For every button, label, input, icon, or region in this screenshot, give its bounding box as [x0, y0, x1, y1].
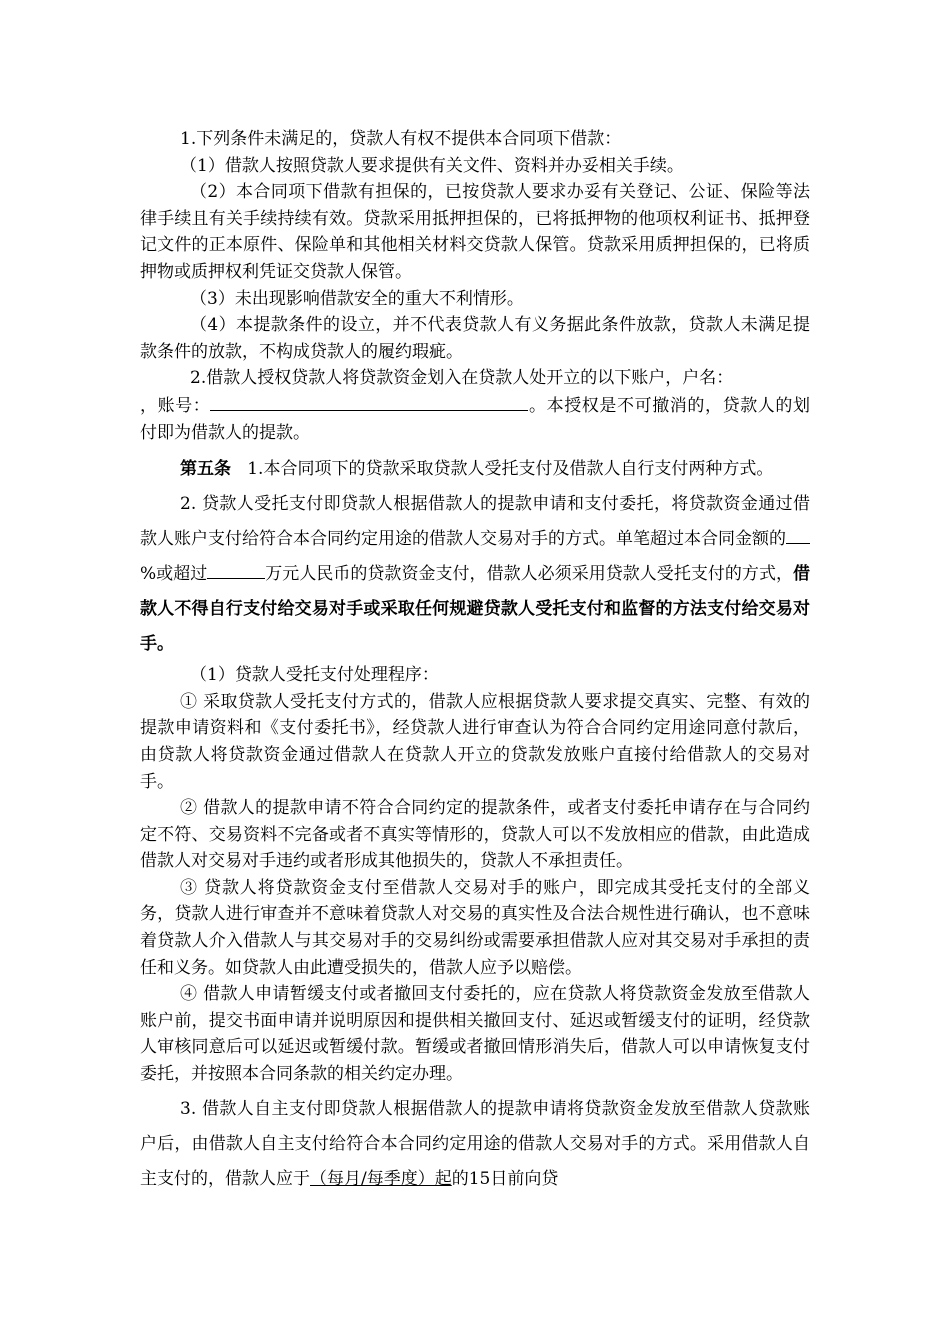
clause4-condition-1: （1）借款人按照贷款人要求提供有关文件、资料并办妥相关手续。: [180, 155, 684, 176]
clause5-procedure-title: （1）贷款人受托支付处理程序：: [190, 665, 439, 686]
clause5-procedure-4: ④ 借款人申请暂缓支付或者撤回支付委托的，应在贷款人将贷款资金发放至借款人账户前，提交书面申请并说明原因和提供相关撤回支付、延迟或暂缓支付的证明，经贷款人审核同意后可以延迟或暂缓付款。暂缓或者撤回情形消失后，借款人可以申请恢复支付委托，并按照本合同条款的相关约定办理。: [140, 984, 810, 1085]
clause5-procedure-3: ③ 贷款人将贷款资金支付至借款人交易对手的账户，即完成其受托支付的全部义务，贷款人进行审查并不意味着贷款人对交易的真实性及合法合规性进行确认，也不意味着贷款人介入借款人与其交易对手的交易纠纷或需要承担借款人应对其交易对手承担的责任和义务。如贷款人由此遭受损失的，借款人应予以赔偿。: [140, 877, 810, 978]
account-number-blank: [210, 392, 528, 411]
percent-blank: [786, 525, 810, 544]
authorization-tail: 。本授权是不可撤消的，贷款人的划付即为借款人的提款。: [140, 395, 811, 443]
clause5-p1: 1.本合同项下的贷款采取贷款人受托支付及借款人自行支付两种方式。: [247, 459, 774, 480]
clause5-p2-text: 2. 贷款人受托支付即贷款人根据借款人的提款申请和支付委托，将贷款资金通过借款人账户支付给符合本合同约定用途的借款人交易对手的方式。单笔超过本合同金额的: [140, 494, 810, 550]
clause4-condition-2: （2）本合同项下借款有担保的，已按贷款人要求办妥有关登记、公证、保险等法律手续且有关手续持续有效。贷款采用抵押担保的，已将抵押物的他项权利证书、抵押登记文件的正本原件、保险单和其他相关材料交贷款人保管。贷款采用质押担保的，已将质押物或质押权利凭证交贷款人保管。: [140, 182, 810, 282]
clause5-p2-percent: %或超过: [140, 564, 208, 585]
clause5-p2-rest: 万元人民币的贷款资金支付，借款人必须采用贷款人受托支付的方式，: [265, 564, 793, 585]
clause5-p2-bold: 借款人不得自行支付给交易对手或采取任何规避贷款人受托支付和监督的方法支付给交易对手。: [140, 564, 810, 655]
clause5-entrusted-payment: [140, 487, 810, 662]
clause5-p8-tail: 的15日前向贷: [451, 1168, 559, 1189]
authorization-account-no-label: ，账号：: [140, 395, 211, 416]
clause5-first: [140, 452, 810, 487]
clause5-procedure-2: ② 借款人的提款申请不符合合同约定的提款条件，或者支付委托申请存在与合同约定不符、交易资料不完备或者不真实等情形的，贷款人可以不发放相应的借款，由此造成借款人对交易对手违约或者形成其他损失的，贷款人不承担责任。: [140, 798, 810, 872]
clause5: [140, 452, 810, 662]
clause5-p8-period: （每月/每季度）起: [310, 1168, 452, 1189]
authorization-account-name-text: 2.借款人授权贷款人将贷款资金划入在贷款人处开立的以下账户，户名：: [190, 368, 734, 389]
amount-blank: [207, 560, 265, 579]
clause5-self-payment: [140, 1092, 810, 1197]
clause4-condition-3: （3）未出现影响借款安全的重大不利情形。: [190, 288, 524, 309]
clause5-procedure-1: ① 采取贷款人受托支付方式的，借款人应根据贷款人要求提交真实、完整、有效的提款申请资料和《支付委托书》，经贷款人进行审查认为符合合同约定用途同意付款后，由贷款人将贷款资金通过借款人在贷款人开立的贷款发放账户直接付给借款人的交易对手。: [140, 691, 810, 792]
clause5-p8-text: 3. 借款人自主支付即贷款人根据借款人的提款申请将贷款资金发放至借款人贷款账户后，由借款人自主支付给符合本合同约定用途的借款人交易对手的方式。采用借款人自主支付的，借款人应于: [140, 1098, 810, 1189]
clause5-heading: 第五条: [180, 459, 231, 480]
clause4-condition-4: （4）本提款条件的设立，并不代表贷款人有义务据此条件放款，贷款人未满足提款条件的放款，不构成贷款人的履约瑕疵。: [140, 315, 810, 362]
clause4-intro: 1.下列条件未满足的，贷款人有权不提供本合同项下借款：: [180, 129, 622, 149]
clause4-authorization: [140, 365, 810, 446]
